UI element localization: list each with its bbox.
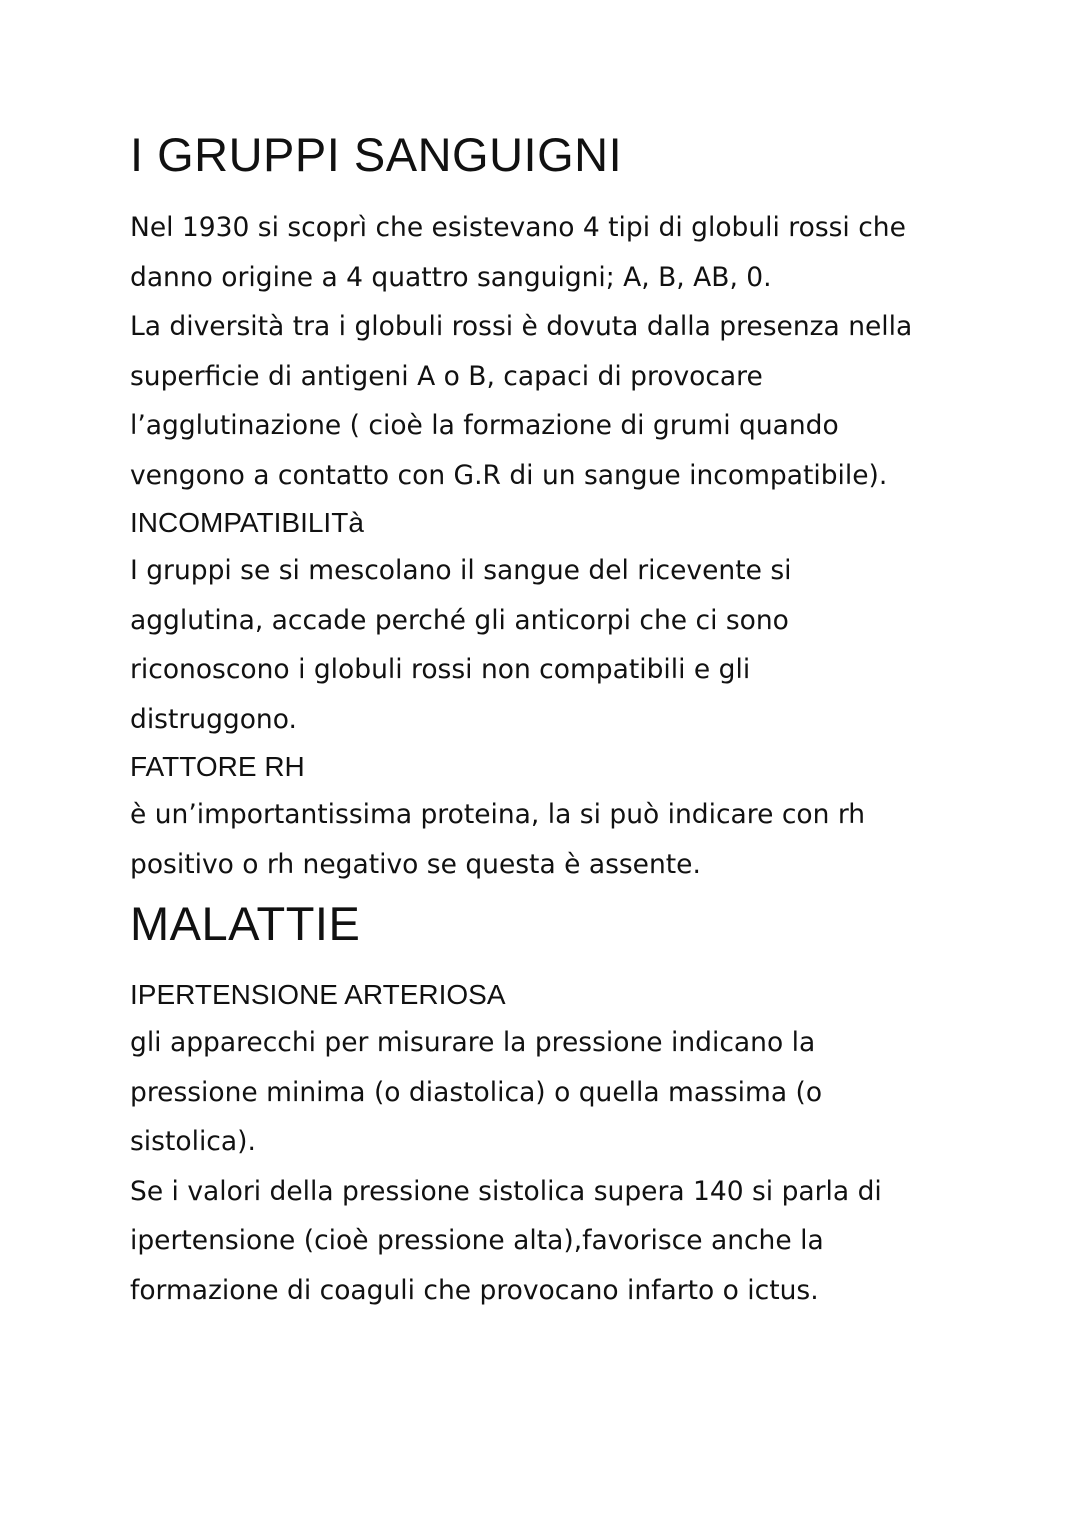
ipertensione-line: formazione di coaguli che provocano infarto o ictus. (130, 1274, 819, 1306)
section-heading-fattore-rh: FATTORE RH (130, 751, 305, 782)
incompatibilita-line: I gruppi se si mescolano il sangue del ricevente si (130, 555, 792, 586)
intro-paragraph (130, 203, 960, 500)
fattore-rh-line: positivo o rh negativo se questa è assente. (130, 848, 701, 880)
document-page (130, 0, 960, 1315)
section-heading-incompatibilita: INCOMPATIBILITà (130, 507, 364, 538)
ipertensione-line: pressione minima (o diastolica) o quella massima (o (130, 1076, 823, 1108)
incompatibilita-line: distruggono. (130, 703, 297, 735)
intro-line: Nel 1930 si scoprì che esistevano 4 tipi di globuli rossi che (130, 212, 906, 243)
intro-line: l’agglutinazione ( cioè la formazione di grumi quando (130, 410, 839, 441)
ipertensione-line: Se i valori della pressione sistolica supera 140 si parla di (130, 1175, 882, 1207)
ipertensione-line: sistolica). (130, 1126, 256, 1157)
incompatibilita-line: agglutina, accade perché gli anticorpi che ci sono (130, 604, 789, 636)
ipertensione-line: ipertensione (cioè pressione alta),favorisce anche la (130, 1225, 824, 1256)
fattore-rh-paragraph (130, 790, 960, 889)
fattore-rh-line: è un’importantissima proteina, la si può indicare con rh (130, 799, 866, 830)
section-heading-ipertensione: IPERTENSIONE ARTERIOSA (130, 979, 506, 1010)
intro-line: danno origine a 4 quattro sanguigni; A, B, AB, 0. (130, 261, 772, 293)
incompatibilita-line: riconoscono i globuli rossi non compatibili e gli (130, 654, 751, 685)
intro-line: La diversità tra i globuli rossi è dovuta dalla presenza nella (130, 311, 913, 342)
ipertensione-line: gli apparecchi per misurare la pressione indicano la (130, 1027, 816, 1058)
section-title-malattie: MALATTIE (130, 897, 361, 950)
intro-line: vengono a contatto con G.R di un sangue incompatibile). (130, 459, 888, 491)
intro-line: superficie di antigeni A o B, capaci di provocare (130, 360, 763, 392)
ipertensione-paragraph (130, 1018, 960, 1315)
incompatibilita-paragraph (130, 546, 960, 744)
page-title: I GRUPPI SANGUIGNI (130, 128, 623, 181)
